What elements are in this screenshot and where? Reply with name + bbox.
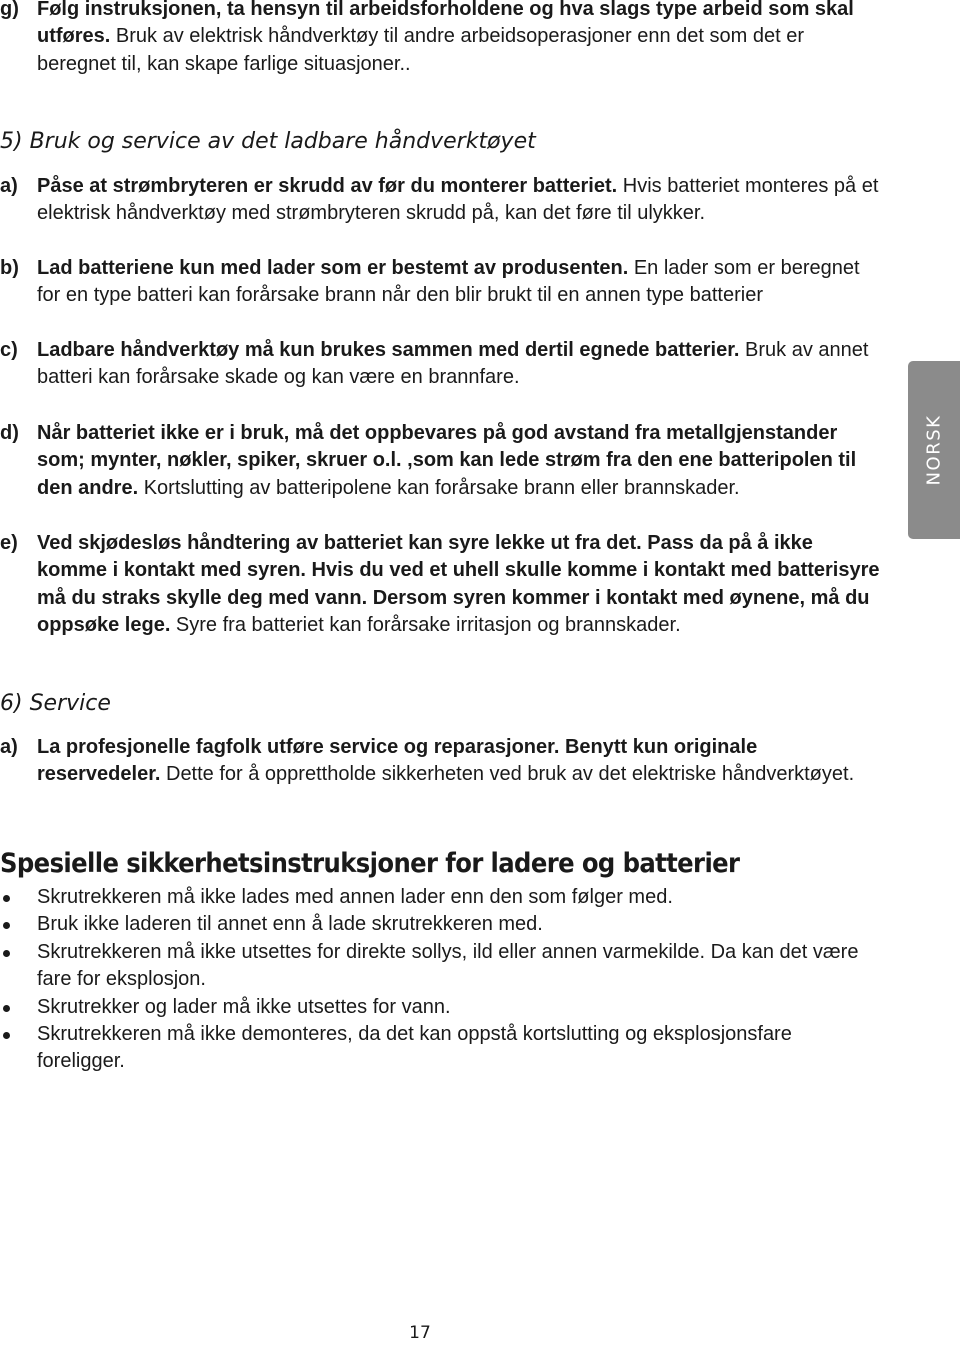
instruction-6a [0,734,880,789]
instruction-text: Kortslutting av batteripolene kan forårsake brann eller brannskader. [138,476,740,499]
instruction-5d [0,420,880,502]
instruction-5e [0,530,880,640]
instruction-text: Dette for å opprettholde sikkerheten ved bruk av det elektriske håndverktøyet. [160,763,855,786]
instruction-5a [0,173,880,228]
bullet-item: Skrutrekkeren må ikke demonteres, da det kan oppstå kortslutting og eksplosjonsfare foreligger. [0,1021,880,1076]
instruction-bold: Påse at strømbryteren er skrudd av før du monterer batteriet. [37,175,618,197]
instruction-bold: Når batteriet ikke er i bruk, må det oppbevares på god avstand fra metallgjenstander som; mynter, nøkler, spiker, skruer o.l. ,som kan lede strøm fra den ene batteripolen til den andre. [37,422,857,499]
instruction-text: Bruk av annet batteri kan forårsake skade og kan være en brannfare. [37,339,869,389]
instruction-bold: Ved skjødesløs håndtering av batteriet kan syre lekke ut fra det. Pass da på å ikke komme i kontakt med syren. Hvis du ved et uhell skulle komme i kontakt med batterisyre må du straks skylle deg med vann. Dersom syren kommer i kontakt med øynene, må du oppsøke lege. [37,532,880,637]
item-label: c) [0,339,18,361]
instruction-bold: Følg instruksjonen, ta hensyn til arbeidsforholdene og hva slags type arbeid som skal utføres. [37,0,854,48]
item-label: d) [0,422,19,444]
item-label: g) [0,0,19,20]
instruction-bold: La profesjonelle fagfolk utføre service og reparasjoner. Benytt kun originale reservedeler. [37,736,758,786]
instruction-5b [0,255,880,310]
instruction-text: En lader som er beregnet for en type batteri kan forårsake brann når den blir brukt til en annen type batterier [37,257,860,307]
instruction-bold: Ladbare håndverktøy må kun brukes sammen med dertil egnede batterier. [37,339,740,361]
language-tab [908,361,960,539]
instruction-bold: Lad batteriene kun med lader som er bestemt av produsenten. [37,257,629,279]
bullet-item: Skrutrekkeren må ikke utsettes for direkte sollys, ild eller annen varmekilde. Da kan det være fare for eksplosjon. [0,939,880,994]
page-number: 17 [409,1323,431,1343]
bullet-item: Bruk ikke laderen til annet enn å lade skrutrekkeren med. [0,911,880,938]
item-label: b) [0,257,19,279]
instruction-text: Hvis batteriet monteres på et elektrisk håndverktøy med strømbryteren skrudd på, kan det føre til ulykker. [37,175,879,225]
bullet-item: Skrutrekker og lader må ikke utsettes for vann. [0,994,880,1021]
instruction-g [0,0,880,78]
instruction-text: Bruk av elektrisk håndverktøy til andre arbeidsoperasjoner enn det som det er beregnet til, kan skape farlige situasjoner.. [37,25,805,75]
language-tab-label: NORSK [923,414,945,486]
bullet-list [0,884,880,1076]
item-label: a) [0,736,18,758]
instruction-text: Syre fra batteriet kan forårsake irritasjon og brannskader. [170,614,681,637]
item-label: a) [0,175,18,197]
instruction-5c [0,337,880,392]
item-label: e) [0,532,18,554]
special-instructions-heading: Spesielle sikkerhetsinstruksjoner for ladere og batterier [0,848,740,879]
bullet-item: Skrutrekkeren må ikke lades med annen lader enn den som følger med. [0,884,880,911]
section-heading-5: 5) Bruk og service av det ladbare håndverktøyet [0,129,536,154]
section-heading-6: 6) Service [0,691,111,716]
